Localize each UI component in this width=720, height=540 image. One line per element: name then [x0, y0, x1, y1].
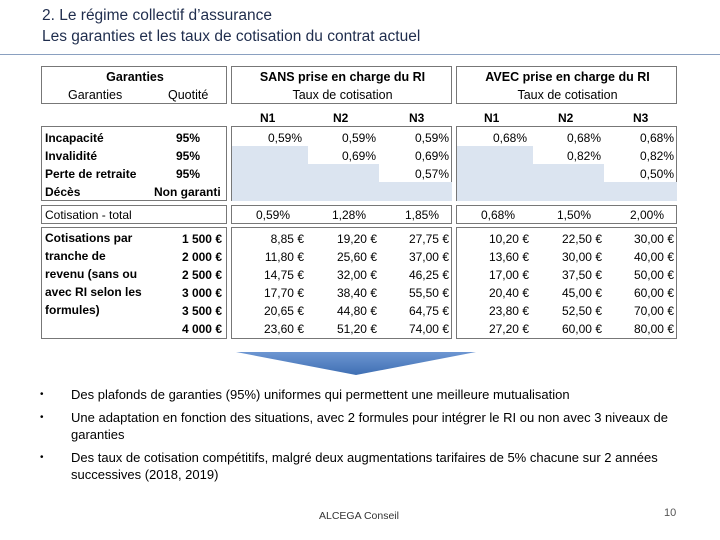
sans-totals-panel — [231, 205, 452, 224]
sans-deces-shade — [232, 182, 452, 201]
sans-total: 1,28% — [331, 208, 366, 222]
avec-level-n2: N2 — [558, 111, 574, 125]
avec-header-panel — [456, 66, 677, 104]
cotisation-label-line: tranche de — [45, 249, 106, 263]
down-arrow-icon — [236, 349, 476, 375]
left-header-panel — [41, 66, 227, 104]
total-label: Cotisation - total — [45, 208, 132, 222]
footer-company: ALCEGA Conseil — [319, 510, 399, 522]
sans-amount: 38,40 € — [336, 286, 377, 300]
guarantees-header-title: Garanties — [106, 70, 164, 84]
guarantee-quota: 95% — [176, 149, 201, 163]
bullet-item: • Des plafonds de garanties (95%) uniformes qui permettent une meilleure mutualisation — [40, 387, 570, 402]
avec-amount: 23,80 € — [488, 304, 529, 318]
sans-rate: 0,59% — [341, 131, 376, 145]
page-number: 10 — [664, 507, 677, 519]
sans-amount: 25,60 € — [336, 250, 377, 264]
sans-amount: 27,75 € — [408, 232, 449, 246]
sans-total: 0,59% — [255, 208, 290, 222]
avec-total: 2,00% — [629, 208, 664, 222]
guarantees-panel — [41, 126, 227, 201]
sans-rate: 0,57% — [414, 167, 449, 181]
income-bracket: 1 500 € — [181, 232, 222, 246]
avec-amount: 27,20 € — [488, 322, 529, 336]
avec-amount: 30,00 € — [633, 232, 674, 246]
slide-title-line2: Les garanties et les taux de cotisation du contrat actuel — [42, 28, 421, 45]
avec-amounts-panel — [456, 227, 677, 339]
income-bracket: 4 000 € — [181, 322, 222, 336]
sans-rate: 0,69% — [414, 149, 449, 163]
avec-total: 0,68% — [480, 208, 515, 222]
avec-amount: 80,00 € — [633, 322, 674, 336]
avec-rates-panel — [456, 126, 677, 201]
sans-total: 1,85% — [404, 208, 439, 222]
sans-amount: 44,80 € — [336, 304, 377, 318]
cotisation-label-line: avec RI selon les — [45, 285, 142, 299]
avec-rate: 0,50% — [639, 167, 674, 181]
sans-header-sub: Taux de cotisation — [292, 88, 393, 102]
sans-rates-panel — [231, 126, 452, 201]
avec-header-title: AVEC prise en charge du RI — [485, 70, 650, 84]
guarantee-label: Invalidité — [45, 149, 98, 163]
avec-level-n1: N1 — [484, 111, 500, 125]
sans-amount: 14,75 € — [263, 268, 304, 282]
slide-title-line1: 2. Le régime collectif d’assurance — [42, 7, 273, 24]
avec-amount: 22,50 € — [561, 232, 602, 246]
guarantee-label: Décès — [45, 185, 81, 199]
avec-amount: 20,40 € — [488, 286, 529, 300]
avec-level-n3: N3 — [633, 111, 649, 125]
title-divider — [0, 54, 720, 55]
guarantee-quota: 95% — [176, 131, 201, 145]
avec-amount: 17,00 € — [488, 268, 529, 282]
slide-title — [42, 5, 420, 47]
avec-amount: 70,00 € — [633, 304, 674, 318]
sans-amount: 8,85 € — [270, 232, 304, 246]
sans-level-n2: N2 — [333, 111, 349, 125]
sans-amount: 19,20 € — [336, 232, 377, 246]
sans-amount: 20,65 € — [263, 304, 304, 318]
sans-rate: 0,69% — [341, 149, 376, 163]
avec-amount: 40,00 € — [633, 250, 674, 264]
income-bracket: 3 500 € — [181, 304, 222, 318]
sans-level-n1: N1 — [260, 111, 276, 125]
avec-amount: 30,00 € — [561, 250, 602, 264]
sans-header-panel — [231, 66, 452, 104]
guarantees-col-header: Garanties — [68, 88, 123, 102]
bullet-text: Des plafonds de garanties (95%) uniformes qui permettent une meilleure mutualisation — [71, 387, 570, 402]
avec-deces-shade — [457, 182, 677, 201]
sans-level-n3: N3 — [409, 111, 425, 125]
bullet-text: Une adaptation en fonction des situations, avec 2 formules pour intégrer le RI ou non avec 3 niveaux de garanties — [71, 409, 668, 442]
guarantee-label: Incapacité — [45, 131, 104, 145]
avec-amount: 10,20 € — [488, 232, 529, 246]
income-bracket: 2 500 € — [181, 268, 222, 282]
avec-rate: 0,82% — [566, 149, 601, 163]
avec-amount: 52,50 € — [561, 304, 602, 318]
sans-rate: 0,59% — [414, 131, 449, 145]
avec-amount: 37,50 € — [561, 268, 602, 282]
sans-amount: 51,20 € — [336, 322, 377, 336]
cotisation-panel — [41, 227, 227, 339]
sans-amount: 64,75 € — [408, 304, 449, 318]
avec-amount: 60,00 € — [561, 322, 602, 336]
sans-rate: 0,59% — [267, 131, 302, 145]
sans-amount: 11,80 € — [264, 250, 304, 264]
avec-amount: 60,00 € — [633, 286, 674, 300]
avec-rate: 0,68% — [492, 131, 527, 145]
guarantee-label: Perte de retraite — [45, 167, 137, 181]
guarantee-quota: 95% — [176, 167, 201, 181]
sans-amount: 37,00 € — [408, 250, 449, 264]
avec-total: 1,50% — [556, 208, 591, 222]
bullet-item: • Des taux de cotisation compétitifs, malgré deux augmentations tarifaires de 5% chacune sur 2 années successives (2018, 2019) — [40, 449, 658, 482]
cotisation-label-line: formules) — [45, 303, 100, 317]
avec-amount: 45,00 € — [561, 286, 602, 300]
bullet-text: Des taux de cotisation compétitifs, malgré deux augmentations tarifaires de 5% chacune sur 2 années successives (2018, 2019) — [71, 449, 658, 482]
avec-rate: 0,68% — [639, 131, 674, 145]
sans-amount: 46,25 € — [408, 268, 449, 282]
total-label-panel — [41, 205, 227, 224]
sans-amount: 32,00 € — [336, 268, 377, 282]
sans-amount: 74,00 € — [408, 322, 449, 336]
income-bracket: 3 000 € — [181, 286, 222, 300]
sans-amount: 23,60 € — [263, 322, 304, 336]
avec-totals-panel — [456, 205, 677, 224]
avec-rate: 0,82% — [639, 149, 674, 163]
avec-amount: 13,60 € — [488, 250, 529, 264]
cotisation-label-line: revenu (sans ou — [45, 267, 138, 281]
avec-rate: 0,68% — [566, 131, 601, 145]
bullet-list — [40, 386, 680, 489]
cotisation-label-line: Cotisations par — [45, 231, 133, 245]
sans-amounts-panel — [231, 227, 452, 339]
bullet-item: • Une adaptation en fonction des situations, avec 2 formules pour intégrer le RI ou non avec 3 niveaux de garanties — [40, 409, 668, 442]
avec-amount: 50,00 € — [633, 268, 674, 282]
sans-amount: 55,50 € — [408, 286, 449, 300]
avec-header-sub: Taux de cotisation — [517, 88, 618, 102]
sans-header-title: SANS prise en charge du RI — [259, 70, 426, 84]
guarantee-quota: Non garanti — [154, 185, 221, 199]
income-bracket: 2 000 € — [181, 250, 222, 264]
quota-col-header: Quotité — [168, 88, 209, 102]
sans-amount: 17,70 € — [263, 286, 304, 300]
